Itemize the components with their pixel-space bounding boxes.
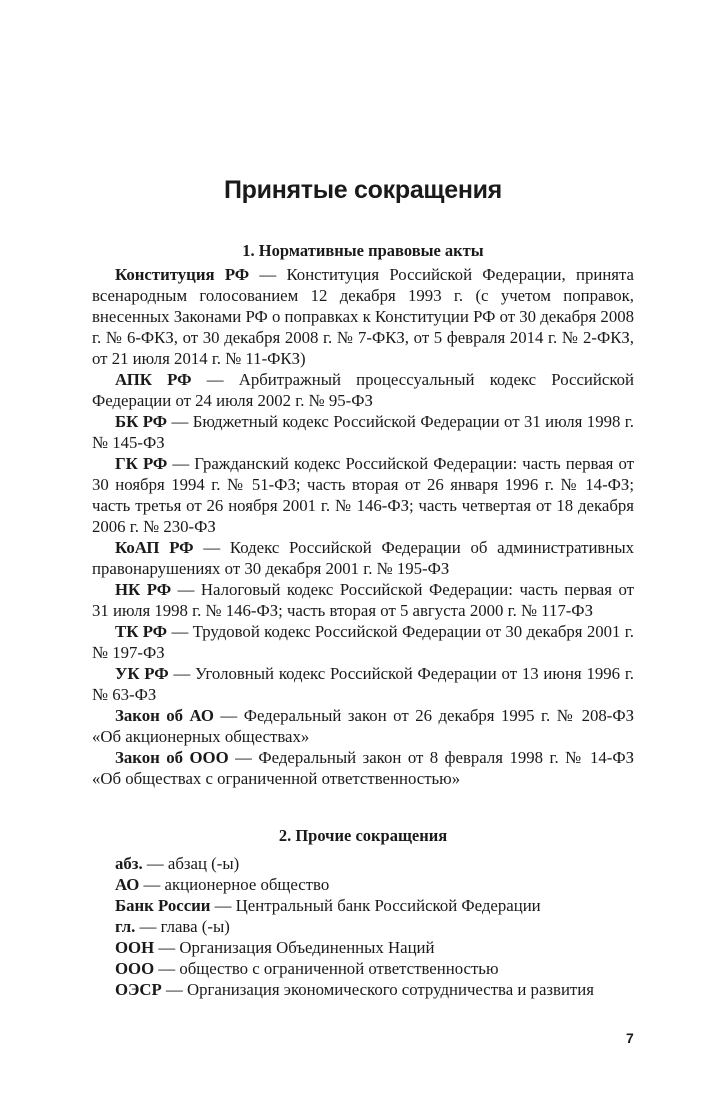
abbreviation-entry (92, 705, 634, 747)
abbreviation-term: Закон об ООО (115, 748, 229, 767)
abbreviation-term: гл. (115, 917, 136, 936)
abbreviation-definition: — Федеральный закон от 8 февраля 1998 г. № 14-ФЗ «Об обществах с ограниченной ответственностью» (92, 748, 634, 788)
abbreviation-term: ООН (115, 938, 155, 957)
abbreviation-definition: — глава (-ы) (135, 917, 230, 936)
abbreviation-entry (92, 916, 634, 937)
abbreviation-entry (92, 621, 634, 663)
abbreviation-term: абз. (115, 854, 143, 873)
abbreviation-entry (92, 853, 634, 874)
abbreviation-entry (92, 369, 634, 411)
abbreviation-definition: — Конституция Российской Федерации, принята всенародным голосованием 12 декабря 1993 г. (с учетом поправок, внесенных Законами РФ о поправках к Конституции РФ от 30 декабря 2008 г. № 6-ФКЗ, от 30 декабря 2008 г. № 7-ФКЗ, от 5 февраля 2014 г. № 2-ФКЗ, от 21 июля 2014 г. № 11-ФКЗ) (92, 265, 635, 368)
page-title: Принятые сокращения (224, 176, 502, 204)
abbreviation-entry (92, 937, 634, 958)
abbreviation-term: БК РФ (115, 412, 168, 431)
abbreviation-entry (92, 411, 634, 453)
abbreviation-term: АПК РФ (115, 370, 192, 389)
abbreviation-term: КоАП РФ (115, 538, 194, 557)
abbreviation-definition: — Федеральный закон от 26 декабря 1995 г. № 208-ФЗ «Об акционерных обществах» (92, 706, 634, 746)
page-number: 7 (626, 1030, 634, 1046)
abbreviation-entry (92, 958, 634, 979)
abbreviation-definition: — Организация экономического сотрудничества и развития (161, 980, 594, 999)
abbreviation-entry (92, 874, 634, 895)
abbreviation-entry (92, 264, 634, 369)
abbreviation-term: УК РФ (115, 664, 169, 683)
abbreviation-term: ОЭСР (115, 980, 162, 999)
abbreviation-term: Конституция РФ (115, 265, 250, 284)
document-page (92, 0, 634, 1115)
abbreviation-definition: — Бюджетный кодекс Российской Федерации от 31 июля 1998 г. № 145-ФЗ (92, 412, 634, 452)
abbreviation-term: НК РФ (115, 580, 172, 599)
abbreviation-definition: — Организация Объединенных Наций (154, 938, 435, 957)
abbreviation-entry (92, 747, 634, 789)
other-abbreviations-list (92, 853, 634, 1000)
section-heading-other-abbreviations: 2. Прочие сокращения (278, 826, 448, 845)
abbreviation-entry (92, 537, 634, 579)
abbreviation-entry (92, 895, 634, 916)
abbreviation-term: Закон об АО (115, 706, 214, 725)
abbreviation-term: ГК РФ (115, 454, 168, 473)
abbreviation-term: ООО (115, 959, 155, 978)
abbreviation-definition: — Гражданский кодекс Российской Федерации: часть первая от 30 ноября 1994 г. № 51-ФЗ; часть вторая от 26 января 1996 г. № 14-ФЗ; часть третья от 26 ноября 2001 г. № 146-ФЗ; часть четвертая от 18 декабря 2006 г. № 230-ФЗ (92, 454, 634, 536)
abbreviation-entry (92, 663, 634, 705)
abbreviation-term: АО (115, 875, 140, 894)
abbreviation-entry (92, 453, 634, 537)
abbreviation-term: ТК РФ (115, 622, 168, 641)
abbreviation-definition: — Арбитражный процессуальный кодекс Российской Федерации от 24 июля 2002 г. № 95-ФЗ (92, 370, 634, 410)
abbreviation-definition: — акционерное общество (139, 875, 330, 894)
abbreviation-entry (92, 579, 634, 621)
abbreviation-definition: — абзац (-ы) (142, 854, 240, 873)
abbreviation-term: Банк России (115, 896, 211, 915)
abbreviation-definition: — Трудовой кодекс Российской Федерации от 30 декабря 2001 г. № 197-ФЗ (92, 622, 634, 662)
section-heading-normative-acts: 1. Нормативные правовые акты (242, 241, 484, 260)
abbreviation-definition: — Уголовный кодекс Российской Федерации от 13 июня 1996 г. № 63-ФЗ (92, 664, 634, 704)
abbreviation-definition: — общество с ограниченной ответственностью (154, 959, 499, 978)
abbreviation-definition: — Налоговый кодекс Российской Федерации: часть первая от 31 июля 1998 г. № 146-ФЗ; часть вторая от 5 августа 2000 г. № 117-ФЗ (92, 580, 634, 620)
abbreviation-definition: — Центральный банк Российской Федерации (210, 896, 541, 915)
normative-acts-list (92, 264, 634, 789)
abbreviation-entry (92, 979, 634, 1000)
abbreviation-definition: — Кодекс Российской Федерации об административных правонарушениях от 30 декабря 2001 г. № 195-ФЗ (92, 538, 634, 578)
